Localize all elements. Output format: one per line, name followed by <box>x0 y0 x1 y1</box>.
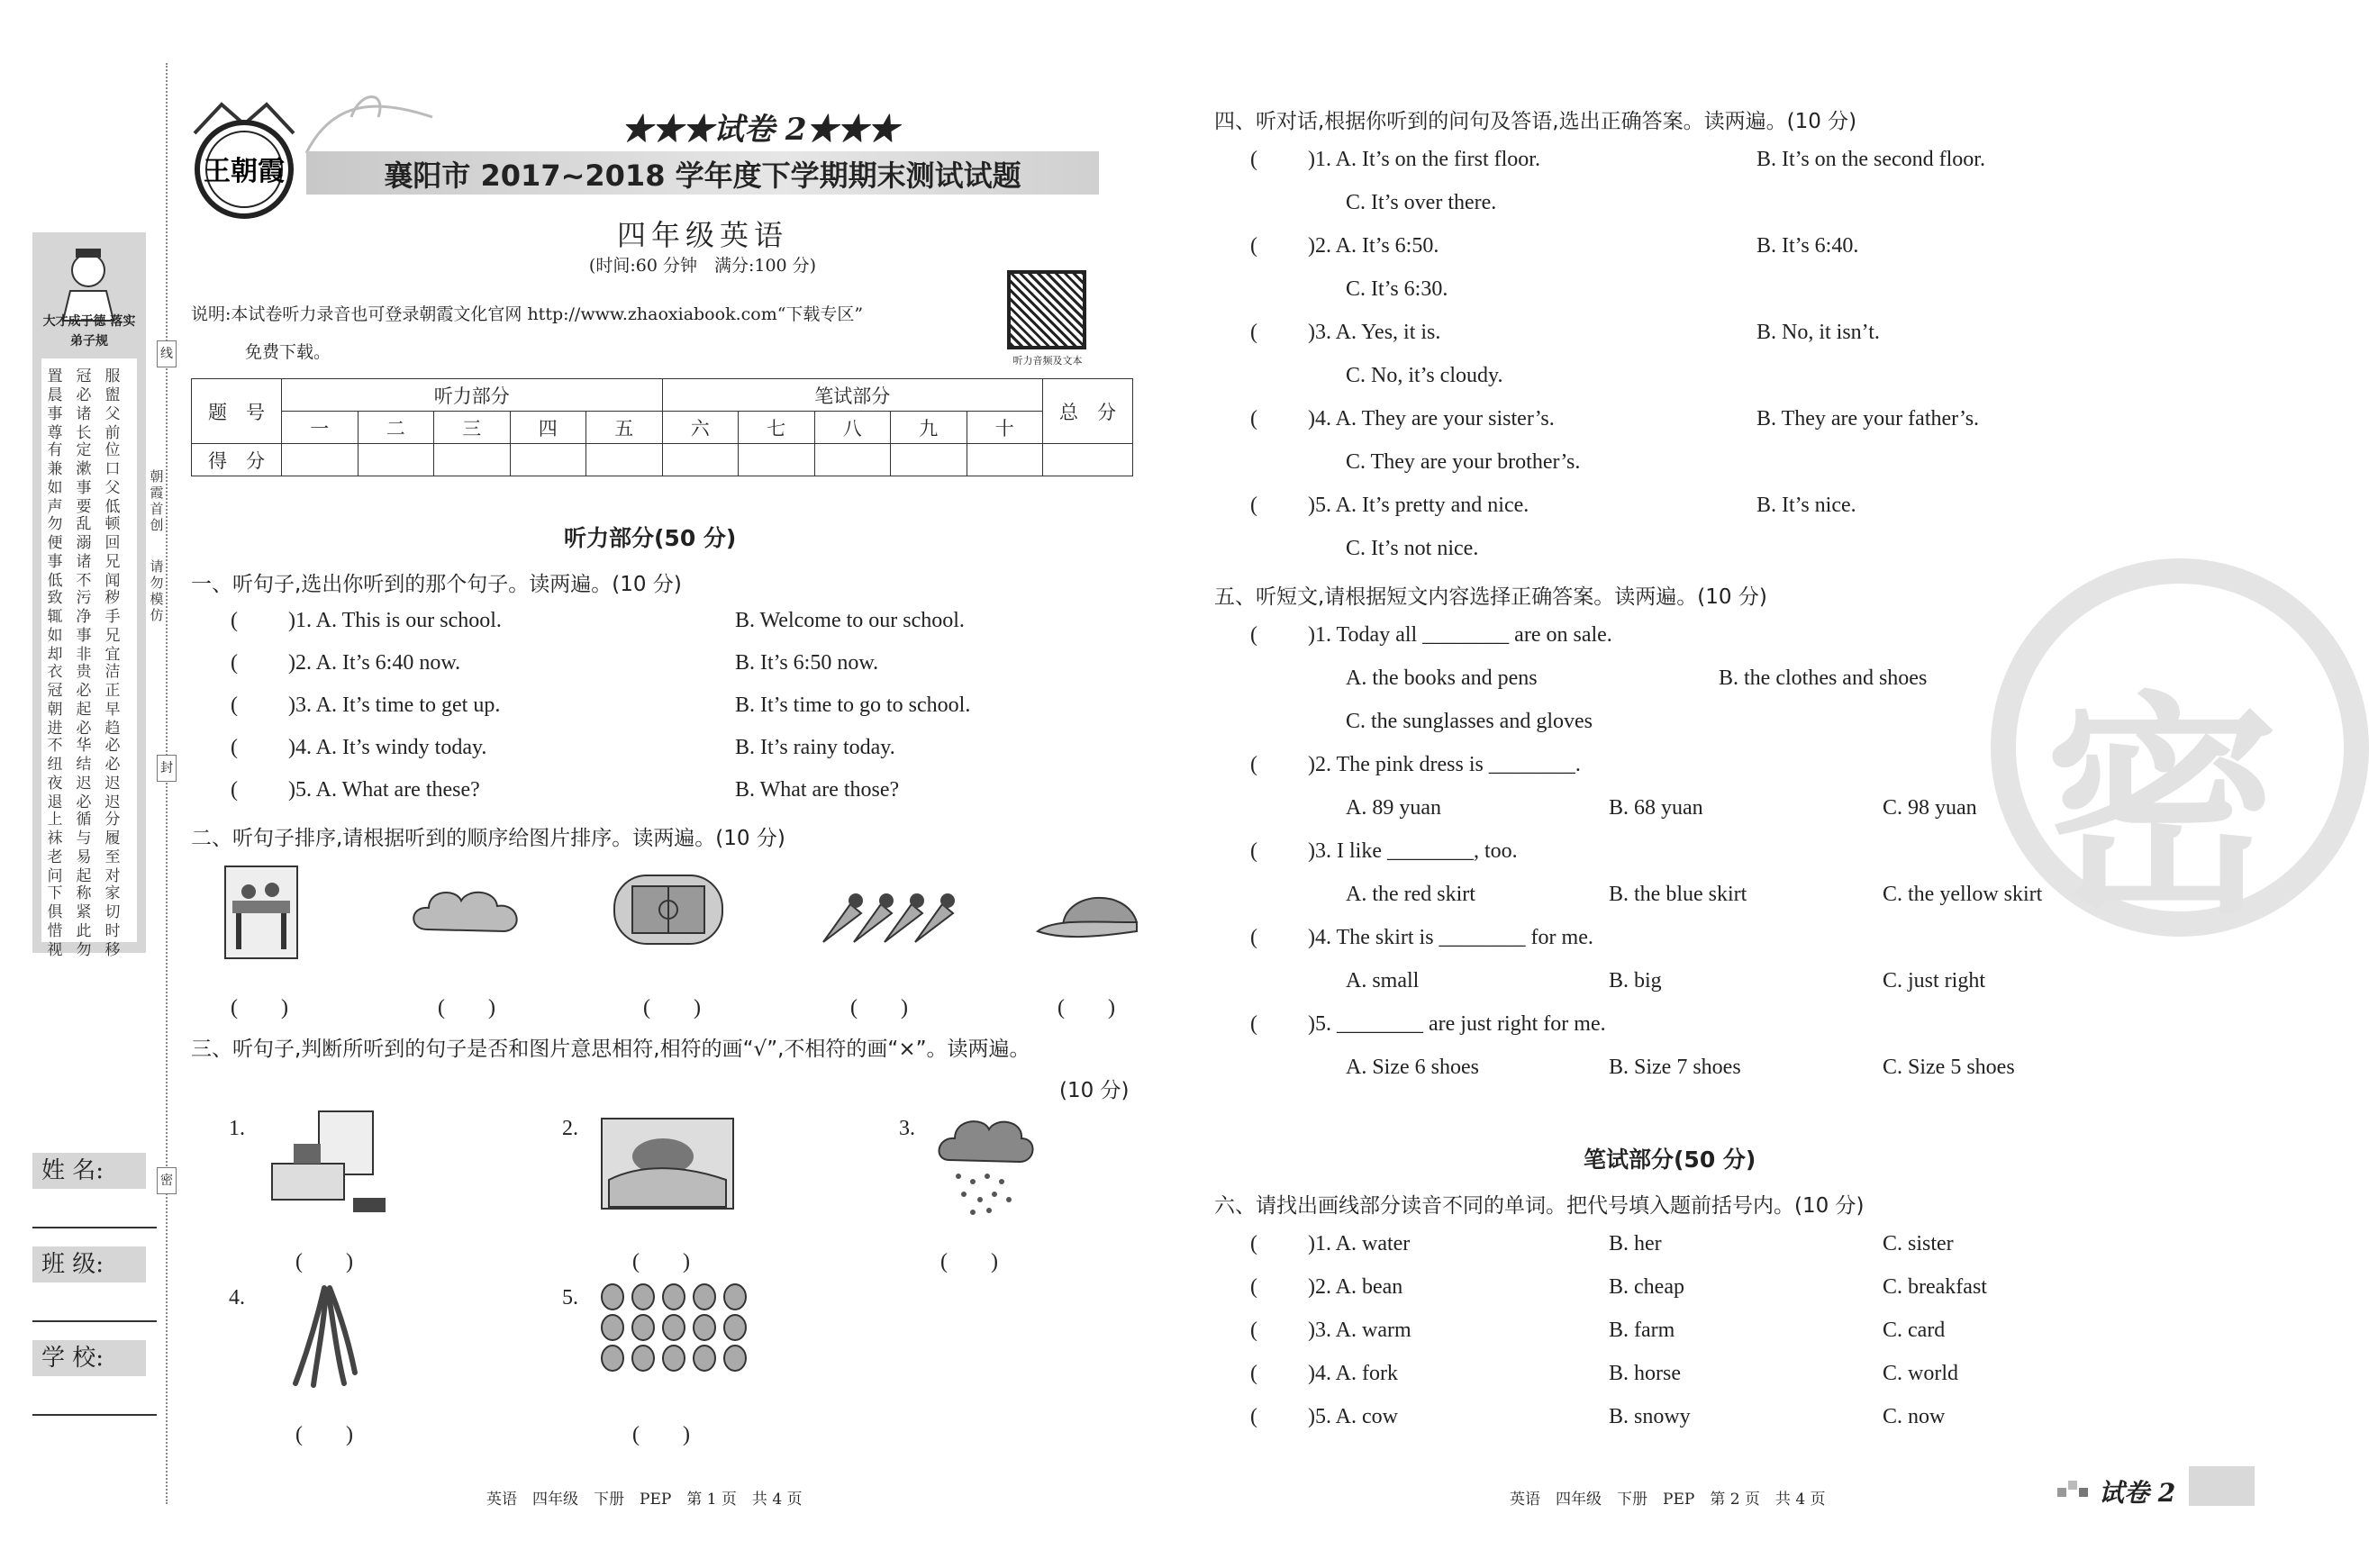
q5-question: )5. ________ are just right for me. <box>1308 1012 1606 1036</box>
q5-option-a: A. the red skirt <box>1346 883 1475 906</box>
trial-label-bottom: 试卷 2 <box>2099 1478 2176 1508</box>
answer-paren[interactable]: ( <box>1250 1405 1257 1428</box>
answer-blank[interactable]: ( ) <box>231 996 288 1020</box>
q5-option-b: B. 68 yuan <box>1609 796 1703 820</box>
binding-dotted-line <box>166 63 168 1504</box>
q5-option-c: C. just right <box>1883 969 1986 992</box>
q6-option-c: C. breakfast <box>1883 1275 1987 1299</box>
q4-option-a: )2. A. It’s 6:50. <box>1308 234 1439 258</box>
green-beans-picture <box>290 1282 359 1389</box>
score-table-number-header: 题 号 <box>192 379 282 444</box>
score-table-question-number: 三 <box>434 412 511 444</box>
score-table-score-cell[interactable] <box>662 444 739 476</box>
q4-option-a: )5. A. It’s pretty and nice. <box>1308 494 1529 517</box>
q3-number: 5. <box>562 1286 578 1310</box>
q5-option-b: B. Size 7 shoes <box>1609 1056 1741 1079</box>
q2-heading: 二、听句子排序,请根据听到的顺序给图片排序。读两遍。(10 分) <box>191 827 785 850</box>
q5-question: )3. I like ________, too. <box>1308 839 1518 863</box>
duck-shape <box>724 1346 746 1371</box>
motto-column: 不纽夜退 <box>47 737 63 811</box>
answer-paren[interactable]: ( <box>1250 494 1257 517</box>
seal-label-secret: 密 <box>157 1167 177 1194</box>
q4-option-b: B. It’s nice. <box>1756 494 1856 517</box>
q6-option-a: )4. A. fork <box>1308 1362 1398 1385</box>
motto-column: 洁正早趋 <box>104 663 121 738</box>
motto-column: 秽手兄宜 <box>104 589 121 664</box>
q3-number: 4. <box>229 1286 245 1310</box>
motto-column: 冠必诸长 <box>76 367 92 442</box>
motto-column: 衣冠朝进 <box>47 663 63 738</box>
duck-shape <box>602 1284 623 1310</box>
q5-option-c: C. Size 5 shoes <box>1883 1056 2015 1079</box>
rain-cloud-picture <box>937 1113 1032 1218</box>
score-table-total-header: 总 分 <box>1043 379 1133 444</box>
q5-heading: 五、听短文,请根据短文内容选择正确答案。读两遍。(10 分) <box>1214 585 1767 609</box>
watermark-secret-char: 密 <box>2045 674 2279 946</box>
subject-title: 四年级英语 <box>616 218 788 252</box>
class-input-line[interactable] <box>32 1320 157 1322</box>
score-table-score-cell[interactable] <box>434 444 511 476</box>
stamp-text-no-copy: 请勿模仿 <box>150 558 164 623</box>
cap-picture <box>1036 883 1144 947</box>
listening-section-title: 听力部分(50 分) <box>564 525 737 551</box>
zhaoxia-logo <box>177 97 312 223</box>
footer-left: 英语 四年级 下册 PEP 第 1 页 共 4 页 <box>486 1491 803 1509</box>
motto-column: 上袜老问 <box>47 811 63 885</box>
answer-paren[interactable]: ( <box>1250 1232 1257 1255</box>
score-table <box>191 378 1133 476</box>
q6-option-c: C. world <box>1883 1362 1958 1385</box>
duck-shape <box>663 1315 685 1340</box>
q6-option-b: B. her <box>1609 1232 1662 1255</box>
q4-option-b: B. It’s on the second floor. <box>1756 148 1985 171</box>
duck-shape <box>694 1315 715 1340</box>
name-input-line[interactable] <box>32 1227 157 1228</box>
score-table-score-cell[interactable] <box>967 444 1043 476</box>
q3-number: 3. <box>899 1117 915 1140</box>
q5-option-a: A. Size 6 shoes <box>1346 1056 1479 1079</box>
duck-shape <box>602 1346 623 1371</box>
q5-option-c: C. 98 yuan <box>1883 796 1977 820</box>
answer-paren[interactable]: ( <box>231 693 238 717</box>
answer-paren[interactable]: ( <box>231 609 238 632</box>
q4-option-c: C. They are your brother’s. <box>1346 450 1581 474</box>
q6-option-c: C. sister <box>1883 1232 1954 1255</box>
score-table-score-label: 得 分 <box>192 444 282 476</box>
q4-option-c: C. No, it’s cloudy. <box>1346 364 1503 387</box>
q4-option-b: B. No, it isn’t. <box>1756 321 1880 344</box>
q6-option-a: )5. A. cow <box>1308 1405 1398 1428</box>
note-line1: 说明:本试卷听力录音也可登录朝霞文化官网 http://www.zhaoxiabook.com“下载专区” <box>191 304 864 324</box>
q5-option-a: A. small <box>1346 969 1420 992</box>
q3-number: 1. <box>229 1117 245 1140</box>
answer-paren[interactable]: ( <box>1250 148 1257 171</box>
score-table-question-number: 一 <box>282 412 359 444</box>
answer-blank[interactable]: ( ) <box>643 996 701 1020</box>
class-label: 班 级: <box>32 1246 146 1282</box>
q5-question: )2. The pink dress is ________. <box>1308 753 1581 776</box>
motto-column: 必必迟迟 <box>104 737 121 811</box>
answer-paren[interactable]: ( <box>231 778 238 802</box>
q1-option-a: )1. A. This is our school. <box>288 609 502 632</box>
q6-option-c: C. card <box>1883 1319 1946 1342</box>
score-table-score-row <box>192 444 1133 476</box>
q6-option-b: B. cheap <box>1609 1275 1684 1299</box>
written-section-title: 笔试部分(50 分) <box>1584 1147 1756 1173</box>
logo-text: 王朝霞 <box>204 156 285 187</box>
q1-option-a: )5. A. What are these? <box>288 778 480 802</box>
q5-option-a: A. 89 yuan <box>1346 796 1441 820</box>
score-table-score-cell[interactable] <box>586 444 663 476</box>
answer-paren[interactable]: ( <box>1250 1362 1257 1385</box>
stamp-text-original: 朝霞首创 <box>150 468 164 533</box>
answer-blank[interactable]: ( ) <box>295 1423 353 1446</box>
q4-option-c: C. It’s over there. <box>1346 191 1497 214</box>
corner-squares-icon <box>2057 1477 2090 1499</box>
motto-column: 乱溺诸不 <box>76 515 92 590</box>
score-table-question-number: 八 <box>814 412 891 444</box>
duck-shape <box>632 1315 654 1340</box>
answer-blank[interactable]: ( ) <box>632 1423 690 1446</box>
answer-paren[interactable]: ( <box>1250 839 1257 863</box>
duck-shape <box>724 1315 746 1340</box>
answer-paren[interactable]: ( <box>1250 407 1257 431</box>
score-table-score-cell[interactable] <box>358 444 434 476</box>
q1-option-b: B. Welcome to our school. <box>735 609 965 632</box>
score-table-written-header: 笔试部分 <box>662 379 1043 412</box>
answer-paren[interactable]: ( <box>1250 1275 1257 1299</box>
score-table-score-cell[interactable] <box>891 444 967 476</box>
answer-paren[interactable]: ( <box>1250 1012 1257 1036</box>
boy-figure-icon <box>43 241 133 322</box>
dining-table-picture <box>223 865 299 960</box>
q5-option-c: C. the yellow skirt <box>1883 883 2043 906</box>
q4-option-a: )4. A. They are your sister’s. <box>1308 407 1555 431</box>
exam-label: ★★★试卷 2★★★ <box>622 112 899 148</box>
score-table-score-cell[interactable] <box>814 444 891 476</box>
motto-column: 服盥父前 <box>104 367 121 442</box>
name-label: 姓 名: <box>32 1153 146 1189</box>
q5-option-c: C. the sunglasses and gloves <box>1346 710 1593 733</box>
motto-column: 致辄如却 <box>47 589 63 664</box>
duck-shape <box>663 1346 685 1371</box>
answer-paren[interactable]: ( <box>1250 234 1257 258</box>
score-table-score-cell[interactable] <box>1043 444 1133 476</box>
q1-option-b: B. It’s 6:50 now. <box>735 651 879 675</box>
answer-blank[interactable]: ( ) <box>940 1250 998 1273</box>
q5-question: )1. Today all ________ are on sale. <box>1308 623 1612 647</box>
q4-option-a: )1. A. It’s on the first floor. <box>1308 148 1540 171</box>
q1-heading: 一、听句子,选出你听到的那个句子。读两遍。(10 分) <box>191 573 682 596</box>
seal-label-seal: 封 <box>157 755 177 782</box>
q1-option-b: B. It’s time to go to school. <box>735 693 971 717</box>
answer-paren[interactable]: ( <box>1250 926 1257 949</box>
motto-column: 下俱惜视 <box>47 884 63 959</box>
note <box>191 295 984 371</box>
answer-blank[interactable]: ( ) <box>632 1250 690 1273</box>
duck-shape <box>724 1284 746 1310</box>
score-table-question-number: 六 <box>662 412 739 444</box>
answer-paren[interactable]: ( <box>1250 1319 1257 1342</box>
school-label: 学 校: <box>32 1340 146 1376</box>
q5-option-b: B. big <box>1609 969 1662 992</box>
score-table-number-row <box>192 412 1133 444</box>
q6-option-a: )1. A. water <box>1308 1232 1411 1255</box>
q6-option-b: B. snowy <box>1609 1405 1691 1428</box>
q1-option-b: B. It’s rainy today. <box>735 736 895 759</box>
q3-number: 2. <box>562 1117 578 1140</box>
score-table-question-number: 七 <box>739 412 815 444</box>
score-table-question-number: 十 <box>967 412 1043 444</box>
classroom-desk-picture <box>267 1110 389 1218</box>
q1-option-a: )3. A. It’s time to get up. <box>288 693 501 717</box>
seal-label-line: 线 <box>157 340 177 367</box>
answer-blank[interactable]: ( ) <box>850 996 908 1020</box>
sidebar-motto-top: 大才成于德 落实弟子规 <box>42 314 136 349</box>
q4-heading: 四、听对话,根据你听到的问句及答语,选出正确答案。读两遍。(10 分) <box>1214 110 1857 133</box>
duck-shape <box>632 1346 654 1371</box>
sleeping-boy-picture <box>600 1117 735 1210</box>
q6-option-a: )3. A. warm <box>1308 1319 1411 1342</box>
motto-column: 循与易起 <box>76 811 92 885</box>
motto-column: 称紧此勿 <box>76 884 92 959</box>
corner-band <box>2189 1466 2255 1506</box>
q4-option-c: C. It’s not nice. <box>1346 537 1479 560</box>
q4-option-a: )3. A. Yes, it is. <box>1308 321 1441 344</box>
q6-option-b: B. horse <box>1609 1362 1681 1385</box>
note-line2: 免费下载。 <box>245 342 331 362</box>
motto-column: 污净事非 <box>76 589 92 664</box>
football-field-picture <box>613 874 724 946</box>
qr-label: 听力音频及文本 <box>1012 355 1083 367</box>
exam-title: 襄阳市 2017~2018 学年度下学期期末测试试题 <box>384 159 1021 193</box>
score-table-listening-header: 听力部分 <box>282 379 663 412</box>
qr-code[interactable] <box>1007 270 1086 349</box>
footer-right: 英语 四年级 下册 PEP 第 2 页 共 4 页 <box>1510 1491 1826 1509</box>
answer-blank[interactable]: ( ) <box>1057 996 1115 1020</box>
score-table-score-cell[interactable] <box>282 444 359 476</box>
answer-paren[interactable]: ( <box>1250 321 1257 344</box>
motto-column: 分履至对 <box>104 811 121 885</box>
duck-shape <box>694 1284 715 1310</box>
score-table-question-number: 四 <box>510 412 586 444</box>
duck-shape <box>602 1315 623 1340</box>
time-info: (时间:60 分钟 满分:100 分) <box>588 256 817 276</box>
answer-paren[interactable]: ( <box>231 651 238 675</box>
carrots-picture <box>814 886 962 947</box>
q5-option-b: B. the clothes and shoes <box>1719 666 1928 690</box>
q3-score: (10 分) <box>1059 1079 1130 1102</box>
answer-blank[interactable]: ( ) <box>438 996 495 1020</box>
cloud-picture <box>409 886 526 940</box>
q6-option-a: )2. A. bean <box>1308 1275 1403 1299</box>
score-table-question-number: 二 <box>358 412 434 444</box>
q6-option-c: C. now <box>1883 1405 1946 1428</box>
answer-paren[interactable]: ( <box>1250 753 1257 776</box>
duck-shape <box>694 1346 715 1371</box>
q5-question: )4. The skirt is ________ for me. <box>1308 926 1593 949</box>
q1-option-a: )2. A. It’s 6:40 now. <box>288 651 461 675</box>
q3-heading: 三、听句子,判断所听到的句子是否和图片意思相符,相符的画“√”,不相符的画“×”。读两遍。 <box>191 1038 1030 1061</box>
score-table-score-cell[interactable] <box>739 444 815 476</box>
q4-option-b: B. They are your father’s. <box>1756 407 1980 431</box>
school-input-line[interactable] <box>32 1414 157 1416</box>
q6-option-b: B. farm <box>1609 1319 1675 1342</box>
motto-column: 定漱事要 <box>76 441 92 516</box>
motto-column: 勿便事低 <box>47 515 63 590</box>
q4-option-b: B. It’s 6:40. <box>1756 234 1859 258</box>
q4-option-c: C. It’s 6:30. <box>1346 277 1448 301</box>
q1-option-a: )4. A. It’s windy today. <box>288 736 487 759</box>
motto-column: 华结迟必 <box>76 737 92 811</box>
score-table-question-number: 五 <box>586 412 663 444</box>
motto-column: 置晨事尊 <box>47 367 63 442</box>
q6-heading: 六、请找出画线部分读音不同的单词。把代号填入题前括号内。(10 分) <box>1214 1194 1865 1218</box>
q1-option-b: B. What are those? <box>735 778 900 802</box>
ducks-picture <box>596 1279 758 1378</box>
answer-paren[interactable]: ( <box>1250 623 1257 647</box>
answer-paren[interactable]: ( <box>231 736 238 759</box>
score-table-score-cell[interactable] <box>510 444 586 476</box>
motto-column: 有兼如声 <box>47 441 63 516</box>
motto-column: 贵必起必 <box>76 663 92 738</box>
motto-column: 顿回兄闻 <box>104 515 121 590</box>
q5-option-b: B. the blue skirt <box>1609 883 1747 906</box>
answer-blank[interactable]: ( ) <box>295 1250 353 1273</box>
score-table-question-number: 九 <box>891 412 967 444</box>
motto-column: 家切时移 <box>104 884 121 959</box>
q5-option-a: A. the books and pens <box>1346 666 1538 690</box>
duck-shape <box>632 1284 654 1310</box>
motto-column: 位口父低 <box>104 441 121 516</box>
duck-shape <box>663 1284 685 1310</box>
